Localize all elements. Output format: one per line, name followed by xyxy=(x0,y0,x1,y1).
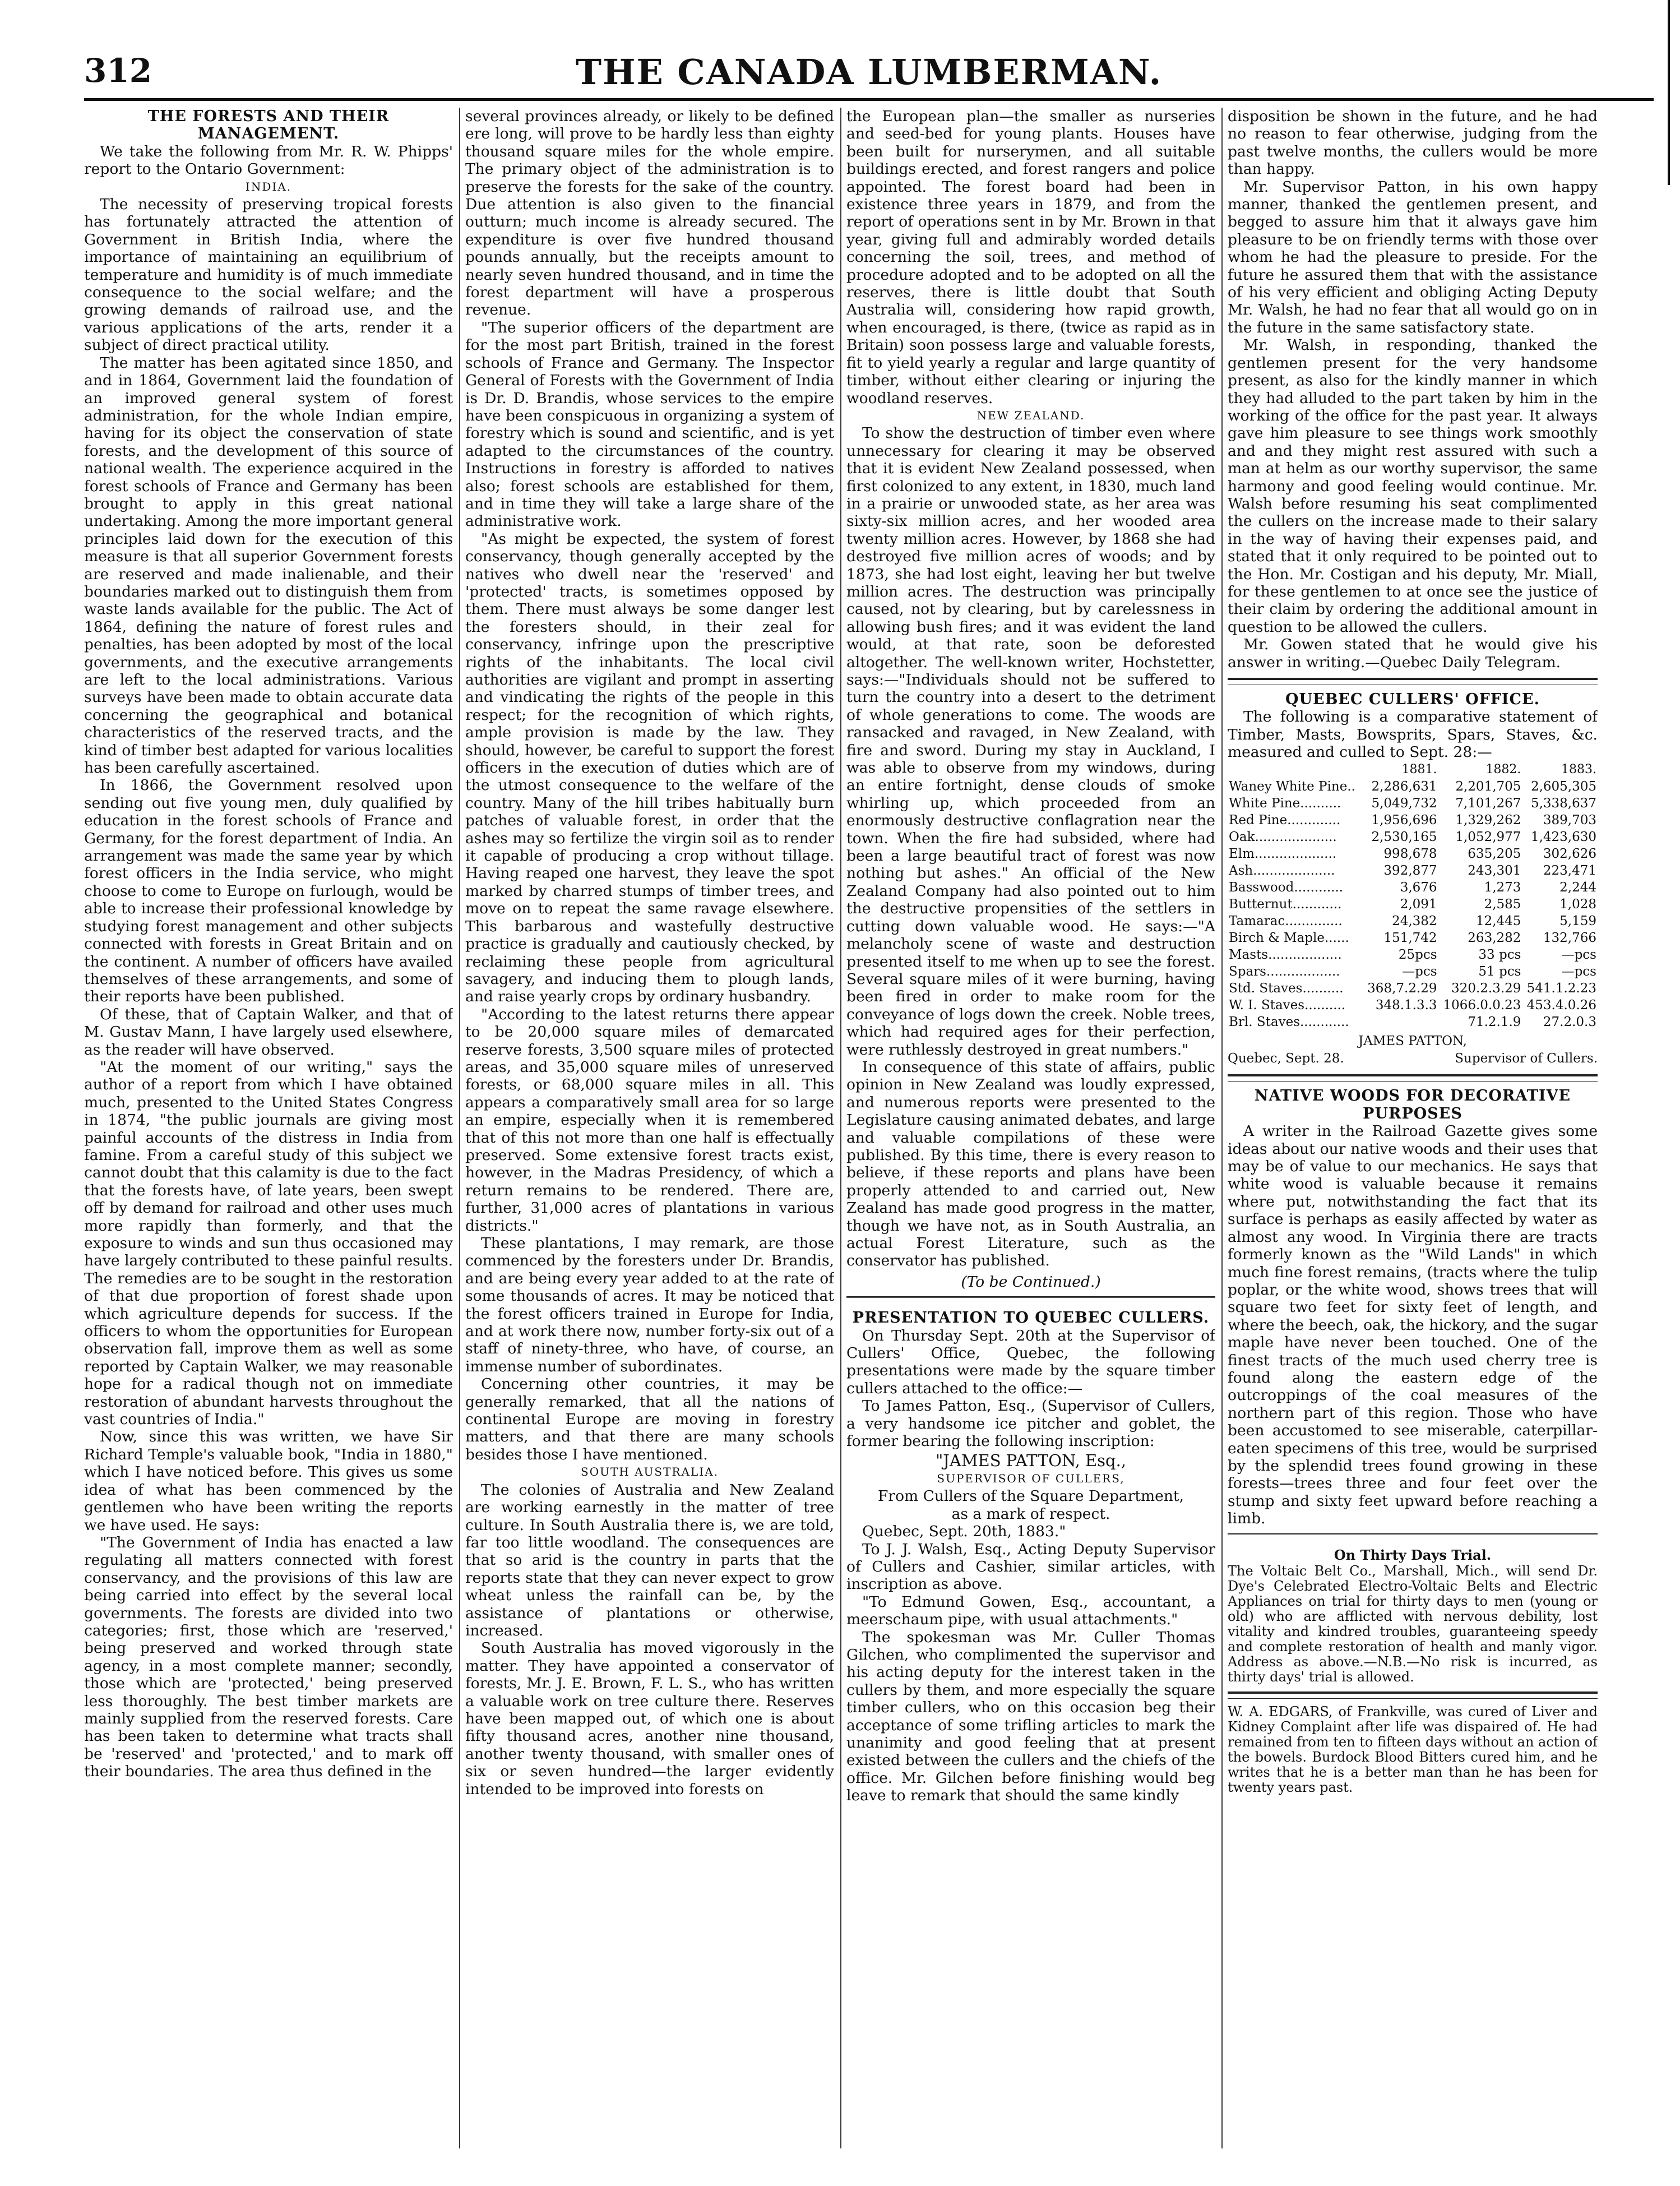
paragraph: "The superior officers of the department are for the most part British, trained in the forest schools of France and Germany. The Inspector General of Forests with the Government of India is Dr. D. Brandis, whose services to the empire have been conspicuous in organizing a system of forestry which is sound and scientific, and is yet adapted to the circumstances of the country. Instructions in forestry is afforded to natives also; forest schools are established for them, and in time they will take a large share of the administrative work. xyxy=(465,318,834,530)
column-3 xyxy=(846,108,1215,2148)
paragraph: South Australia has moved vigorously in the matter. They have appointed a conservator of forests, Mr. J. E. Brown, F. L. S., who has written a valuable work on tree culture there. Reserves have been mapped out, of which one is about fifty thousand acres, another nine thousand, another twenty thousand, with smaller ones of six or seven hundred—the larger evidently intended to be improved into forests on xyxy=(465,1639,834,1798)
table-cell-value: 71.2.1.9 xyxy=(1468,1014,1521,1029)
table-row xyxy=(1228,795,1598,812)
table-row xyxy=(1228,1014,1598,1030)
table-cell-value: 27.2.0.3 xyxy=(1543,1014,1596,1029)
column-4 xyxy=(1228,108,1598,2148)
paragraph: To J. J. Walsh, Esq., Acting Deputy Supervisor of Cullers and Cashier, similar articles, with inscription as above. xyxy=(846,1540,1215,1593)
table-row xyxy=(1228,913,1598,930)
table-cell-value: 1,423,630 xyxy=(1530,829,1596,844)
masthead xyxy=(84,52,1654,96)
page-number: 312 xyxy=(84,52,152,90)
year-header: 1883. xyxy=(1561,762,1596,777)
table-cell-value: 302,626 xyxy=(1543,846,1596,861)
year-header: 1881. xyxy=(1401,762,1437,777)
table-cell-label: Red Pine............. xyxy=(1229,812,1341,828)
table-cell-value xyxy=(1363,1014,1438,1030)
table-cell-value: 348.1.3.3 xyxy=(1375,997,1437,1013)
table-cell-value: 998,678 xyxy=(1383,846,1437,861)
article-intro: We take the following from Mr. R. W. Phipps' report to the Ontario Government: xyxy=(84,142,453,178)
inscription-name: "JAMES PATTON, Esq., xyxy=(935,1451,1127,1471)
table-cell-label: Basswood............ xyxy=(1229,880,1344,895)
paragraph: the European plan—the smaller as nurseries and seed-bed for young plants. Houses have been built for nurserymen, and all suitable buildings erected, and forest rangers and police appointed. The forest board had been in existence three years in 1879, and from the report of operations sent in by Mr. Brown in that year, giving full and admirably worded details concerning the soil, trees, and method of procedure adopted and to be adopted on all the reserves, there is little doubt that South Australia will, considering how rapid growth, when encouraged, is there, (twice as rapid as in Britain) soon possess large and valuable forests, fit to yield yearly a regular and large quantity of timber, without either clearing or injuring the woodland reserves. xyxy=(846,108,1215,407)
paragraph: To James Patton, Esq., (Supervisor of Cullers, a very handsome ice pitcher and goblet, the former bearing the following inscription: xyxy=(846,1397,1215,1450)
signature-place: Quebec, Sept. 28. xyxy=(1228,1051,1344,1066)
table-cell-value: 1066.0.0.23 xyxy=(1443,997,1521,1013)
table-row xyxy=(1228,829,1598,845)
columns xyxy=(84,108,1654,2148)
paragraph: Of these, that of Captain Walker, and that of M. Gustav Mann, I have largely used elsewhere, as the reader will have observed. xyxy=(84,1005,453,1059)
paragraph: Mr. Gowen stated that he would give his answer in writing.—Quebec Daily Telegram. xyxy=(1228,636,1598,671)
table-cell-value: 51 pcs xyxy=(1478,964,1521,979)
table-cell-label: Std. Staves.......... xyxy=(1229,981,1344,996)
inscription-date: Quebec, Sept. 20th, 1883." xyxy=(862,1523,1066,1541)
column-divider xyxy=(459,108,460,2148)
table-row xyxy=(1228,778,1598,795)
table-cell-label: Tamarac.............. xyxy=(1229,913,1343,928)
table-cell-value: 5,338,637 xyxy=(1530,796,1596,811)
paragraph: On Thursday Sept. 20th at the Supervisor of Cullers' Office, Quebec, the following presentations were made by the square timber cullers attached to the office:— xyxy=(846,1327,1215,1397)
paragraph: Mr. Walsh, in responding, thanked the gentlemen present for the very handsome present, as also for the kindly manner in which they had alluded to the part taken by him in the working of the office for the past year. It always gave him pleasure to see things work smoothly and and they might rest assured with such a man at helm as our worthy supervisor, the same harmony and good feeling would continue. Mr. Walsh before resuming his seat complimented the cullers on the increase made to their salary in the way of having their expenses paid, and stated that it only required to be pointed out to the Hon. Mr. Costigan and his deputy, Mr. Miall, for these gentlemen to at once see the justice of their claim by ordering the additional amount in question to be allowed the cullers. xyxy=(1228,336,1598,636)
table-cell-value: 1,273 xyxy=(1484,880,1521,895)
table-cell-value: 368,7.2.29 xyxy=(1367,981,1437,996)
paragraph: These plantations, I may remark, are those commenced by the foresters under Dr. Brandis, and are being every year added to at the rate of some thousands of acres. It may be noticed that the forest officers trained in Europe for India, and at work there now, number forty-six out of a staff of ninety-three, who have, of course, an immense number of subordinates. xyxy=(465,1235,834,1375)
article-separator xyxy=(1228,1692,1598,1699)
table-header-row xyxy=(1228,761,1598,778)
table-cell-value: —pcs xyxy=(1561,964,1596,979)
signature-line xyxy=(1228,1050,1598,1067)
advertisement: The Voltaic Belt Co., Marshall, Mich., will send Dr. Dye's Celebrated Electro-Voltaic Belts and Electric Appliances on trial for thirty days to men (young or old) who are afflicted with nervous debility, lost vitality and kindred troubles, guaranteeing speedy and complete restoration of health and manly vigor. Address as above.—N.B.—No risk is incurred, as thirty days' trial is allowed. xyxy=(1228,1563,1598,1685)
table-cell-value: 1,329,262 xyxy=(1455,812,1521,828)
advertisement: W. A. EDGARS, of Frankville, was cured of Liver and Kidney Complaint after life was dispaired of. He had remained from ten to fifteen days without an action of the bowels. Burdock Blood Bitters cured him, and he writes that he is a better man than he has been for twenty years past. xyxy=(1228,1704,1598,1795)
paragraph: The matter has been agitated since 1850, and and in 1864, Government laid the foundation of an improved general system of forest administration, for the whole Indian empire, having for its object the conservation of state forests, and the development of this source of national wealth. The experience acquired in the forest schools of France and Germany has been brought to apply in this great national undertaking. Among the more important general principles laid down for the execution of this measure is that all superior Government forests are reserved and made inalienable, and their boundaries marked out to distinguish them from waste lands available for the public. The Act of 1864, defining the nature of forest rules and penalties, has been adopted by most of the local governments, and the executive arrangements are left to the local administrations. Various surveys have been made to obtain accurate data concerning the geographical and botanical characteristics of the reserved tracts, and the kind of timber best adapted for various localities has been carefully ascertained. xyxy=(84,354,453,777)
table-cell-value: 389,703 xyxy=(1543,812,1596,828)
article-heading: NATIVE WOODS FOR DECORATIVE PURPOSES xyxy=(1254,1087,1571,1122)
table-cell-value: 2,585 xyxy=(1484,896,1521,912)
table-cell-value: 2,530,165 xyxy=(1371,829,1437,844)
year-header: 1882. xyxy=(1485,762,1521,777)
table-cell-value: 223,471 xyxy=(1543,863,1596,878)
paragraph: The colonies of Australia and New Zealand are working earnestly in the matter of tree culture. In South Australia there is, we are told, far too little woodland. The consequences are that so arid is the country in parts that the reports state that they can never expect to grow wheat unless the rainfall can be, by the assistance of plantations or otherwise, increased. xyxy=(465,1481,834,1639)
column-1 xyxy=(84,108,453,2148)
paragraph: several provinces already, or likely to be defined ere long, will prove to be hardly less than eighty thousand square miles for the whole empire. The primary object of the administration is to preserve the forests for the sake of the country. Due attention is also given to the financial outturn; much income is already secured. The expenditure is over five hundred thousand pounds annually, but the receipts amount to nearly seven hundred thousand, and in time the forest department will have a prosperous revenue. xyxy=(465,108,834,319)
table-row xyxy=(1228,963,1598,980)
article-heading: QUEBEC CULLERS' OFFICE. xyxy=(1285,691,1540,708)
table-cell-label: Elm.................... xyxy=(1229,846,1337,861)
paragraph: The spokesman was Mr. Culler Thomas Gilchen, who complimented the supervisor and his acting deputy for the interest taken in the cullers by them, and more especially the square timber cullers, who on this occasion beg their acceptance of some trifling articles to mark the unanimity and good feeling that at present existed between the cullers and the chiefs of the office. Mr. Gilchen before finishing would beg leave to remark that should the same kindly xyxy=(846,1628,1215,1805)
table-cell-label: Birch & Maple...... xyxy=(1229,930,1349,945)
table-cell-value: 3,676 xyxy=(1400,880,1437,895)
paragraph: "According to the latest returns there appear to be 20,000 square miles of demarcated reserve forests, 3,500 square miles of protected areas, and 35,000 square miles of unreserved forests, or 68,000 square miles in all. This appears a comparatively small area for so large an empire, especially when it is remembered that of this not more than one half is effectually preserved. Some extensive forest tracts exist, however, in the Madras Presidency, of which a return remains to be rendered. There are, further, 31,000 acres of plantations in various districts." xyxy=(465,1005,834,1235)
to-be-continued: (To be Continued.) xyxy=(961,1273,1101,1291)
table-cell-value: 243,301 xyxy=(1468,863,1521,878)
publication-title: THE CANADA LUMBERMAN. xyxy=(575,52,1163,93)
paragraph: Concerning other countries, it may be generally remarked, that all the nations of continental Europe are moving in forestry matters, and that there are many schools besides those I have mentioned. xyxy=(465,1375,834,1463)
table-cell-value: 635,205 xyxy=(1468,846,1521,861)
table-cell-value: 5,049,732 xyxy=(1371,796,1437,811)
table-cell-value: 2,201,705 xyxy=(1455,779,1521,794)
article-heading: THE FORESTS AND THEIR MANAGEMENT. xyxy=(147,108,390,143)
table-cell-value: 5,159 xyxy=(1559,913,1596,928)
article-separator xyxy=(1228,678,1598,685)
table-row xyxy=(1228,845,1598,862)
masthead-rule xyxy=(84,98,1654,101)
paragraph: The necessity of preserving tropical forests has fortunately attracted the attention of Government in British India, where the importance of maintaining an equilibrium of temperature and humidity is of much immediate consequence to the social welfare; and the growing demands of railroad use, and the various applications of the arts, render it a subject of direct practical utility. xyxy=(84,196,453,354)
table-row xyxy=(1228,812,1598,829)
table-cell-value: 453.4.0.26 xyxy=(1526,997,1596,1013)
paragraph: "As might be expected, the system of forest conservancy, though generally accepted by the natives who dwell near the 'reserved' and 'protected' tracts, is sometimes opposed by them. There must always be some danger lest the foresters should, in their zeal for conservancy, infringe upon the prescriptive rights of the inhabitants. The local civil authorities are vigilant and prompt in asserting and vindicating the rights of the people in this respect; for the recognition of which rights, ample provision is made by the law. They should, however, be careful to support the forest officers in the execution of duties which are of the utmost consequence to the welfare of the country. Many of the hill tribes habitually burn patches of valuable forest, in order that the ashes may so fertilize the virgin soil as to render it capable of producing a crop without tillage. Having reaped one harvest, they leave the spot marked by charred stumps of timber trees, and move on to repeat the same ravage elsewhere. This barbarous and wastefully destructive practice is gradually and cautiously checked, by reclaiming these people from agricultural savagery, and inducing them to plough lands, and raise yearly crops by ordinary husbandry. xyxy=(465,530,834,1006)
table-cell-value: 7,101,267 xyxy=(1455,796,1521,811)
table-cell-value: —pcs xyxy=(1402,964,1437,979)
table-cell-label: Butternut............ xyxy=(1229,896,1342,912)
table-cell-value: 2,286,631 xyxy=(1371,779,1437,794)
paragraph: Mr. Supervisor Patton, in his own happy manner, thanked the gentlemen present, and begged to assure him that it always gave him pleasure to be on friendly terms with those over whom he had the pleasure to preside. For the future he assured them that with the assistance of his very efficient and obliging Acting Deputy Mr. Walsh, he had no fear that all would go on in the future in the same satisfactory state. xyxy=(1228,178,1598,336)
table-row xyxy=(1228,879,1598,896)
paragraph: A writer in the Railroad Gazette gives some ideas about our native woods and their uses that may be of value to our mechanics. He says that white wood is valuable because it remains where put, notwithstanding the fact that its surface is perhaps as easily affected by water as almost any wood. In Virginia there are tracts formerly known as the "Wild Lands" in which much fine forest remains, (tracts where the tulip poplar, or the white wood, shows trees that will square two feet for sixty feet of length, and where the beech, oak, the hickory, and the sugar maple have never been touched. One of the finest tracts of the much used cherry tree is found along the eastern edge of the outcroppings of the coal measures of the northern part of this region. Those who have been accustomed to see miserable, caterpillar-eaten specimens of this tree, would be surprised by the splendid trees found growing in these forests—trees three and four feet over the stump and sixty feet upward before reaching a limb. xyxy=(1228,1122,1598,1528)
table-cell-label: Brl. Staves............ xyxy=(1229,1014,1349,1029)
table-cell-label: Ash.................... xyxy=(1229,863,1335,878)
table-row xyxy=(1228,997,1598,1014)
article-separator xyxy=(846,1296,1215,1304)
table-row xyxy=(1228,980,1598,997)
paragraph: "At the moment of our writing," says the author of a report from which I have obtained much, presented to the United States Congress in 1874, "the public journals are giving most painful accounts of the distress in India from famine. From a careful study of this subject we cannot doubt that this calamity is due to the fact that the forests have, of late years, been swept off by demand for railroad and other uses much more rapidly than formerly, and that the exposure to winds and sun thus occasioned may have largely contributed to these painful results. The remedies are to be sought in the restoration of that due proportion of forest shade upon which agriculture depends for success. If the officers to whom the opportunities for European observation fall, improve them as well as some reported by Captain Walker, we may reasonable hope for a radical though not on immediate restoration of abundant harvests throughout the vast countries of India." xyxy=(84,1058,453,1429)
ad-heading: On Thirty Days Trial. xyxy=(1334,1546,1492,1563)
table-row xyxy=(1228,930,1598,946)
column-divider xyxy=(840,108,841,2148)
article-separator xyxy=(1228,1074,1598,1082)
table-cell-value: 1,028 xyxy=(1559,896,1596,912)
table-cell-label: Masts.................. xyxy=(1229,947,1342,962)
table-cell-value: 1,052,977 xyxy=(1455,829,1521,844)
section-new-zealand: NEW ZEALAND. xyxy=(976,408,1085,422)
signature-name: JAMES PATTON, xyxy=(1358,1033,1467,1048)
table-cell-value: —pcs xyxy=(1561,947,1596,962)
column-2 xyxy=(465,108,834,2148)
paragraph: To show the destruction of timber even where unnecessary for clearing it may be observed that it is evident New Zealand possessed, when first colonized to any extent, in 1830, much land in a prairie or unwooded state, as her area was sixty-six million acres, and her wooded area twenty million acres. However, by 1868 she had destroyed five million acres of woods; and by 1873, she had lost eight, leaving her but twelve million acres. The destruction was principally caused, not by clearing, but by carelessness in allowing bush fires; and it was evident the land would, at that rate, soon be deforested altogether. The well-known writer, Hochstetter, says:—"Individuals should not be suffered to turn the country into a desert to the detriment of whole generations to come. The woods are ransacked and ravaged, in New Zealand, with fire and sword. During my stay in Auckland, I was able to observe from my windows, during an entire fortnight, dense clouds of smoke whirling up, which proceeded from an enormously destructive conflagration near the town. When the fire had subsided, where had been a large beautiful tract of forest was now nothing but ashes." An official of the New Zealand Company had also pointed out to him the destructive propensities of the settlers in cutting down valuable wood. He says:—"A melancholy scene of waste and destruction presented itself to me when up to see the forest. Several square miles of it were burning, having been fired in order to make room for the conveyance of logs down the creek. Noble trees, which had required ages for their perfection, were ruthlessly destroyed in great numbers." xyxy=(846,424,1215,1059)
table-row xyxy=(1228,896,1598,913)
table-cell-label: Waney White Pine.. xyxy=(1229,779,1355,794)
inscription-from: From Cullers of the Square Department, xyxy=(878,1487,1184,1505)
table-cell-value: 392,877 xyxy=(1383,863,1437,878)
table-cell-value: 541.1.2.23 xyxy=(1526,981,1596,996)
table-cell-label: W. I. Staves.......... xyxy=(1229,997,1346,1013)
inscription-role: SUPERVISOR OF CULLERS, xyxy=(937,1471,1125,1485)
table-cell-label: Oak.................... xyxy=(1229,829,1337,844)
table-cell-value: 320.2.3.29 xyxy=(1451,981,1521,996)
cullers-table xyxy=(1228,761,1598,1030)
signature-role: Supervisor of Cullers. xyxy=(1455,1051,1598,1066)
table-cell-value: 25pcs xyxy=(1398,947,1437,962)
section-south-australia: SOUTH AUSTRALIA. xyxy=(581,1465,719,1479)
paragraph: In 1866, the Government resolved upon sending out five young men, duly qualified by education in the forest schools of France and Germany, for the forest department of India. An arrangement was made the same year by which forest officers in the India service, who might choose to come to Europe on furlough, would be able to increase their professional knowledge by studying forest management and other subjects connected with forests in Great Britain and on the continent. A number of officers have availed themselves of these arrangements, and some of their reports have been published. xyxy=(84,777,453,1006)
table-row xyxy=(1228,862,1598,879)
paragraph: In consequence of this state of affairs, public opinion in New Zealand was loudly expressed, and numerous reports were presented to the Legislature causing animated debates, and large and valuable compilations of these were published. By this time, there is every reason to believe, if these reports and plans have been properly attended to and carried out, New Zealand has made good progress in the matter, though we have not, as in South Australia, an actual Forest Literature, such as the conservator has published. xyxy=(846,1058,1215,1270)
paragraph: "To Edmund Gowen, Esq., accountant, a meerschaum pipe, with usual attachments." xyxy=(846,1593,1215,1629)
table-row xyxy=(1228,946,1598,963)
table-cell-label: White Pine.......... xyxy=(1229,796,1341,811)
table-cell-value: 2,244 xyxy=(1559,880,1596,895)
table-cell-value: 33 pcs xyxy=(1478,947,1521,962)
paragraph: The following is a comparative statement of Timber, Masts, Bowsprits, Spars, Staves, &c. measured and culled to Sept. 28:— xyxy=(1228,708,1598,761)
table-cell-value: 12,445 xyxy=(1475,913,1521,928)
table-cell-value: 2,605,305 xyxy=(1530,779,1596,794)
table-cell-value: 1,956,696 xyxy=(1371,812,1437,828)
table-cell-value: 2,091 xyxy=(1400,896,1437,912)
paragraph: disposition be shown in the future, and he had no reason to fear otherwise, judging from the past twelve months, the cullers would be more than happy. xyxy=(1228,108,1598,178)
article-separator xyxy=(1228,1533,1598,1541)
table-cell-value: 263,282 xyxy=(1468,930,1521,945)
paragraph: "The Government of India has enacted a law regulating all matters connected with forest conservancy, and the provisions of this law are being carried into effect by the several local governments. The forests are divided into two categories; first, those which are 'reserved,' being preserved and worked through state agency, in a most complete manner; secondly, those which are 'protected,' being preserved less thoroughly. The best timber markets are mainly supplied from the reserved forests. Care has been taken to determine what tracts shall be 'reserved' and 'protected,' and to mark off their boundaries. The area thus defined in the xyxy=(84,1533,453,1781)
inscription-mark: as a mark of respect. xyxy=(951,1505,1110,1523)
paragraph: Now, since this was written, we have Sir Richard Temple's valuable book, "India in 1880," which I have noticed before. This gives us some idea of what has been commenced by the gentlemen who have been writing the reports we have used. He says: xyxy=(84,1428,453,1534)
page-edge-rule xyxy=(1668,0,1670,185)
section-india: INDIA. xyxy=(245,179,292,193)
article-heading: PRESENTATION TO QUEBEC CULLERS. xyxy=(852,1309,1210,1327)
table-cell-value: 132,766 xyxy=(1543,930,1596,945)
column-divider xyxy=(1221,108,1223,2148)
table-cell-label: Spars.................. xyxy=(1229,964,1340,979)
table-cell-value: 151,742 xyxy=(1383,930,1437,945)
table-cell-value: 24,382 xyxy=(1392,913,1437,928)
